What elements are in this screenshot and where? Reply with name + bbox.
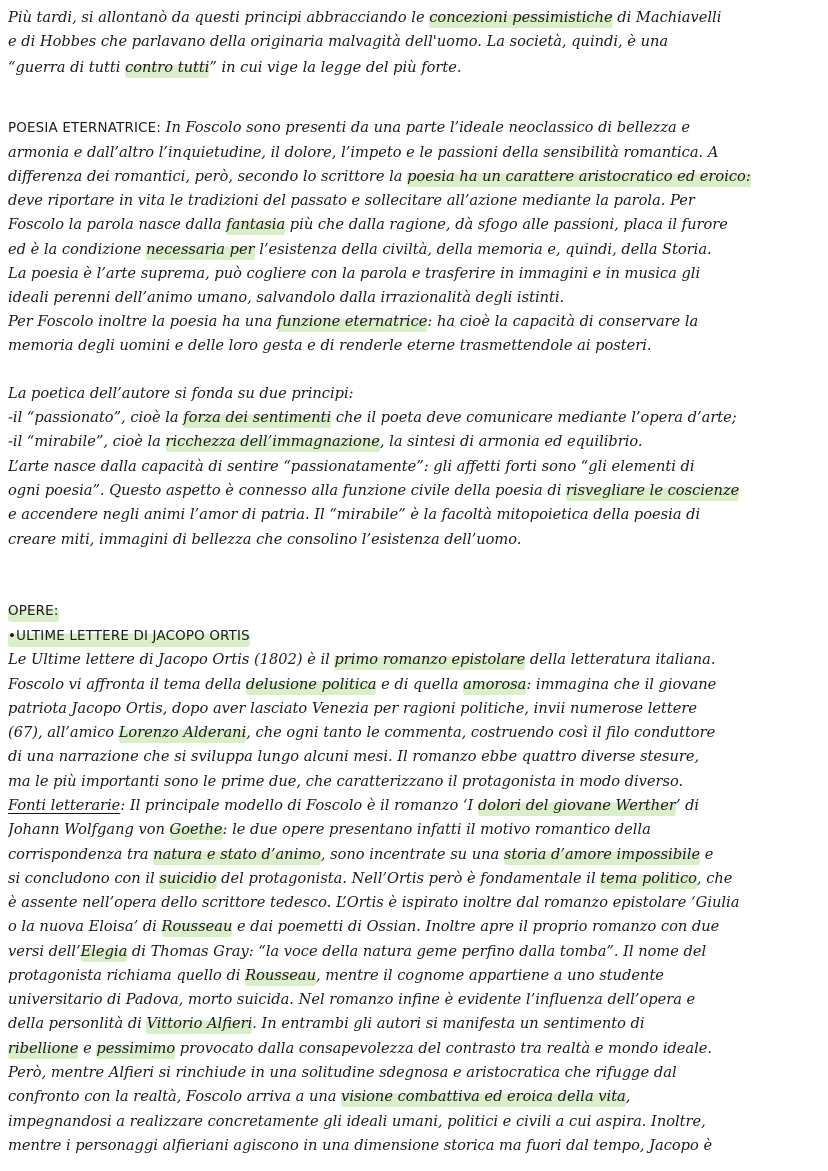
text-line — [8, 673, 823, 697]
text-line — [8, 891, 823, 915]
text-line — [8, 794, 823, 818]
text-line — [8, 697, 823, 721]
text-line — [8, 56, 823, 80]
text-line-content: “guerra di tutti contro tutti” in cui vige la legge del più forte. — [8, 56, 462, 80]
highlighted-phrase: delusione politica — [246, 673, 377, 697]
text-line — [8, 528, 823, 552]
text-line-content: -il “mirabile”, cioè la ricchezza dell’immagnazione, la sintesi di armonia ed equilibrio. — [8, 430, 643, 454]
text-line-content — [8, 624, 250, 648]
text-line — [8, 6, 823, 30]
text-line — [8, 238, 823, 262]
text-line-content: si concludono con il suicidio del protagonista. Nell’Ortis però è fondamentale il tema politico, che — [8, 867, 732, 891]
text-line-content: Le Ultime lettere di Jacopo Ortis (1802) è il primo romanzo epistolare della letteratura italiana. — [8, 648, 716, 672]
text-line — [8, 1012, 823, 1036]
highlighted-phrase: poesia ha un carattere aristocratico ed eroico: — [407, 165, 751, 189]
highlighted-phrase: Elegia — [81, 940, 128, 964]
text-line — [8, 1110, 823, 1134]
highlighted-phrase: pessimimo — [96, 1037, 175, 1061]
highlighted-phrase: visione combattiva ed eroica della vita — [341, 1085, 626, 1109]
highlighted-phrase: primo romanzo epistolare — [334, 648, 525, 672]
text-line-content: armonia e dall’altro l’inquietudine, il dolore, l’impeto e le passioni della sensibilità romantica. A — [8, 144, 719, 161]
text-line-content: L’arte nasce dalla capacità di sentire “passionatamente”: gli affetti forti sono “gli elementi di — [8, 458, 695, 475]
text-line — [8, 1085, 823, 1109]
text-line-content: Più tardi, si allontanò da questi principi abbracciando le concezioni pessimistiche di Machiavelli — [8, 6, 721, 30]
text-line-content: versi dell’Elegia di Thomas Gray: “la voce della natura geme perfino dalla tomba”. Il nome del — [8, 940, 706, 964]
text-line — [8, 988, 823, 1012]
section-heading: •ULTIME LETTERE DI JACOPO ORTIS — [8, 625, 250, 648]
text-line — [8, 1037, 823, 1061]
text-line-content: e accendere negli animi l’amor di patria. Il “mirabile” è la facoltà mitopoietica della poesia di — [8, 506, 701, 523]
highlighted-phrase: contro tutti — [125, 56, 209, 80]
text-line-content: di una narrazione che si sviluppa lungo alcuni mesi. Il romanzo ebbe quattro diverse stesure, — [8, 748, 700, 765]
underlined-label: Fonti letterarie — [8, 797, 121, 814]
text-line-content: Foscolo vi affronta il tema della delusione politica e di quella amorosa: immagina che il giovane — [8, 673, 716, 697]
text-line — [8, 1061, 823, 1085]
highlighted-phrase: Rousseau — [245, 964, 316, 988]
highlighted-phrase: funzione eternatrice — [277, 310, 428, 334]
text-line-content: Johann Wolfgang von Goethe: le due opere presentano infatti il motivo romantico della — [8, 818, 651, 842]
text-line-content: ma le più importanti sono le prime due, che caratterizzano il protagonista in modo diverso. — [8, 773, 684, 790]
text-line — [8, 648, 823, 672]
text-line-content: impegnandosi a realizzare concretamente gli ideali umani, politici e civili a cui aspira. Inoltre, — [8, 1113, 706, 1130]
text-line — [8, 262, 823, 286]
text-line-content: e di Hobbes che parlavano della originaria malvagità dell'uomo. La società, quindi, è una — [8, 33, 669, 50]
text-line-content: protagonista richiama quello di Rousseau, mentre il cognome appartiene a uno studente — [8, 964, 664, 988]
text-line — [8, 30, 823, 54]
text-line-content: confronto con la realtà, Foscolo arriva a una visione combattiva ed eroica della vita, — [8, 1085, 630, 1109]
highlighted-phrase: concezioni pessimistiche — [429, 6, 612, 30]
text-line-content: patriota Jacopo Ortis, dopo aver lasciato Venezia per ragioni politiche, invii numerose lettere — [8, 700, 698, 717]
highlighted-phrase: fantasia — [226, 213, 285, 237]
text-line-content: (67), all’amico Lorenzo Alderani, che ogni tanto le commenta, costruendo così il filo conduttore — [8, 721, 715, 745]
text-line — [8, 116, 823, 140]
highlighted-phrase: Goethe — [170, 818, 223, 842]
highlighted-phrase: Rousseau — [162, 915, 233, 939]
text-line — [8, 455, 823, 479]
text-line — [8, 503, 823, 527]
text-line-content: differenza dei romantici, però, secondo lo scrittore la poesia ha un carattere aristocratico ed eroico: — [8, 165, 751, 189]
highlighted-phrase: natura e stato d’animo — [153, 843, 321, 867]
text-line — [8, 430, 823, 454]
text-line-content: creare miti, immagini di bellezza che consolino l’esistenza dell’uomo. — [8, 531, 522, 548]
text-line-content: è assente nell’opera dello scrittore tedesco. L’Ortis è ispirato inoltre dal romanzo epistolare ‘Giulia — [8, 894, 740, 911]
highlighted-phrase: storia d’amore impossibile — [504, 843, 700, 867]
highlighted-phrase: risvegliare le coscienze — [566, 479, 739, 503]
text-line-content: La poesia è l’arte suprema, può cogliere con la parola e trasferire in immagini e in musica gli — [8, 265, 701, 282]
text-line — [8, 406, 823, 430]
text-line — [8, 334, 823, 358]
highlighted-phrase: forza dei sentimenti — [183, 406, 331, 430]
text-line — [8, 479, 823, 503]
text-line — [8, 818, 823, 842]
highlighted-phrase: suicidio — [159, 867, 216, 891]
text-line-content: ed è la condizione necessaria per l’esistenza della civiltà, della memoria e, quindi, della Storia. — [8, 238, 712, 262]
highlighted-phrase: tema politico — [600, 867, 697, 891]
text-line — [8, 721, 823, 745]
text-line-content: ogni poesia”. Questo aspetto è connesso alla funzione civile della poesia di risvegliare le coscienze — [8, 479, 739, 503]
highlighted-phrase: dolori del giovane Werther — [478, 794, 676, 818]
text-line — [8, 286, 823, 310]
text-line — [8, 382, 823, 406]
highlighted-phrase: Lorenzo Alderani — [119, 721, 247, 745]
text-line — [8, 189, 823, 213]
text-line-content: corrispondenza tra natura e stato d’animo, sono incentrate su una storia d’amore impossibile e — [8, 843, 713, 867]
text-line-content — [8, 599, 59, 623]
text-line-content: ideali perenni dell’animo umano, salvandolo dalla irrazionalità degli istinti. — [8, 289, 565, 306]
text-line — [8, 213, 823, 237]
text-line-content: universitario di Padova, morto suicida. Nel romanzo infine è evidente l’influenza dell’opera e — [8, 991, 696, 1008]
text-line-content: Fonti letterarie: Il principale modello di Foscolo è il romanzo ‘I dolori del giovane Werther’ di — [8, 794, 699, 818]
highlighted-phrase: ribellione — [8, 1037, 78, 1061]
text-line-content: ribellione e pessimimo provocato dalla consapevolezza del contrasto tra realtà e mondo ideale. — [8, 1037, 712, 1061]
text-line-content: della personlità di Vittorio Alfieri. In entrambi gli autori si manifesta un sentimento di — [8, 1012, 645, 1036]
text-line — [8, 867, 823, 891]
text-line-content: mentre i personaggi alfieriani agiscono in una dimensione storica ma fuori dal tempo, Jacopo è — [8, 1137, 713, 1154]
highlighted-phrase: ricchezza dell’immagnazione — [166, 430, 380, 454]
text-line — [8, 940, 823, 964]
text-line-content: Per Foscolo inoltre la poesia ha una funzione eternatrice: ha cioè la capacità di conservare la — [8, 310, 698, 334]
text-line — [8, 915, 823, 939]
text-line — [8, 165, 823, 189]
text-line-content: -il “passionato”, cioè la forza dei sentimenti che il poeta deve comunicare mediante l’opera d’arte; — [8, 406, 737, 430]
text-line-content: Però, mentre Alfieri si rinchiude in una solitudine sdegnosa e aristocratica che rifugge dal — [8, 1064, 677, 1081]
text-line — [8, 624, 823, 648]
text-line — [8, 1134, 823, 1158]
text-line — [8, 843, 823, 867]
text-line-content: o la nuova Eloisa’ di Rousseau e dai poemetti di Ossian. Inoltre apre il proprio romanzo con due — [8, 915, 719, 939]
text-line-content: memoria degli uomini e delle loro gesta e di renderle eterne trasmettendole ai posteri. — [8, 337, 652, 354]
highlighted-phrase: necessaria per — [146, 238, 254, 262]
text-line — [8, 310, 823, 334]
section-heading: POESIA ETERNATRICE: — [8, 121, 162, 136]
section-heading: OPERE: — [8, 600, 59, 623]
text-line-content: deve riportare in vita le tradizioni del passato e sollecitare all’azione mediante la parola. Per — [8, 192, 695, 209]
highlighted-phrase: amorosa — [463, 673, 526, 697]
highlighted-phrase: Vittorio Alfieri — [146, 1012, 252, 1036]
text-line-content: POESIA ETERNATRICE: In Foscolo sono presenti da una parte l’ideale neoclassico di bellezza e — [8, 116, 690, 140]
text-line-content: Foscolo la parola nasce dalla fantasia più che dalla ragione, dà sfogo alle passioni, placa il furore — [8, 213, 728, 237]
text-line — [8, 964, 823, 988]
text-line — [8, 745, 823, 769]
text-line — [8, 599, 823, 623]
text-line — [8, 141, 823, 165]
text-line — [8, 770, 823, 794]
text-line-content: La poetica dell’autore si fonda su due principi: — [8, 385, 354, 402]
